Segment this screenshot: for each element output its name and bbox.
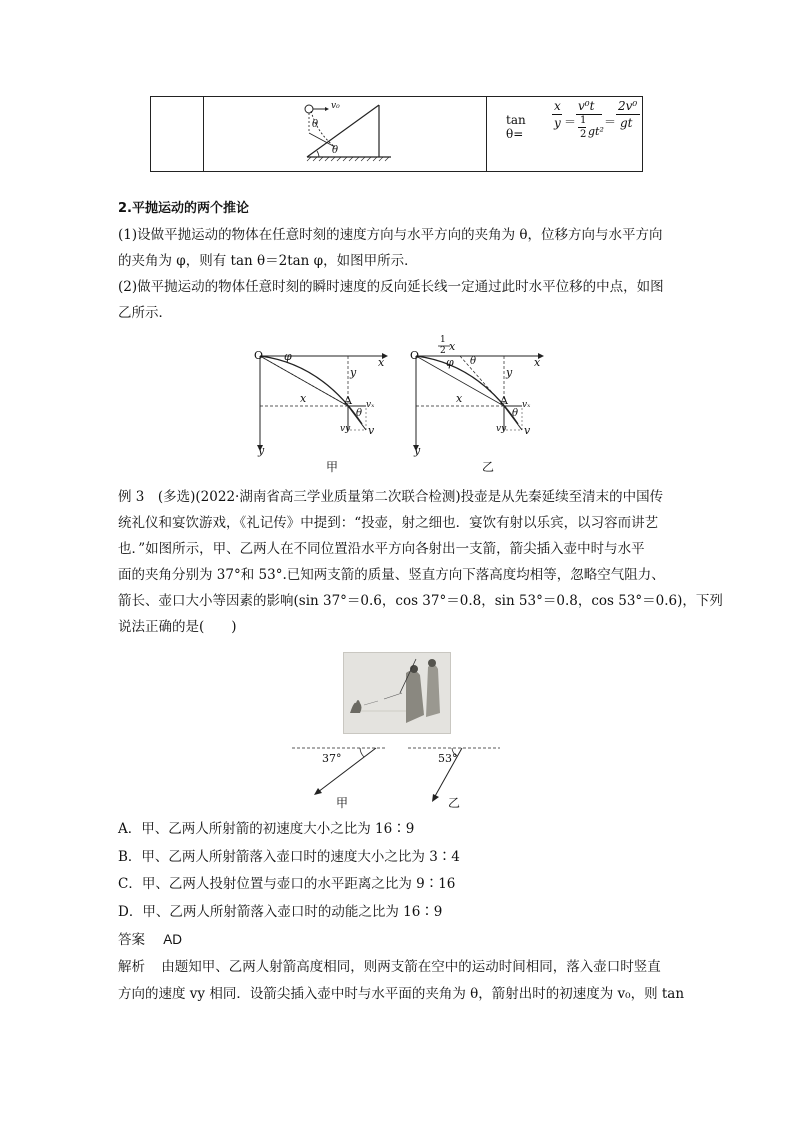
- point-a-label: A: [500, 394, 508, 407]
- example-line: 也．”如图所示，甲、乙两人在不同位置沿水平方向各射出一支箭，箭尖插入壶中时与水平: [118, 541, 645, 557]
- phi-label: φ: [284, 350, 292, 363]
- v0-label: v₀: [331, 101, 340, 111]
- table-divider: [486, 97, 487, 171]
- formula-num: x: [554, 99, 561, 113]
- origin-label: O: [254, 349, 264, 362]
- y-label: y: [506, 366, 513, 379]
- analysis-label: 解析: [118, 959, 145, 975]
- half-num: 1: [440, 335, 446, 345]
- half-den: 2: [440, 346, 446, 356]
- paragraph-line: (2)做平抛运动的物体任意时刻的瞬时速度的反向延长线一定通过此时水平位移的中点，如图: [118, 279, 664, 295]
- angle-37-label: 37°: [322, 752, 342, 765]
- y-axis-label: y: [414, 444, 421, 457]
- vx-label: vₓ: [522, 400, 531, 410]
- figure-caption: 甲: [326, 460, 339, 474]
- vy-label: vy: [340, 424, 351, 434]
- formula-den: y: [554, 116, 561, 130]
- formula-table-row: v₀ θ θ tan θ= x y ＝ v⁰t 1 2 gt² ＝ 2v⁰ gt: [150, 96, 643, 172]
- option-c: C．甲、乙两人投射位置与壶口的水平距离之比为 9∶16: [118, 876, 456, 892]
- theta-label: θ: [512, 408, 519, 419]
- figure-caption: 乙: [482, 460, 495, 474]
- example-line: 说法正确的是( ): [118, 619, 237, 635]
- answer-label: 答案: [118, 932, 145, 948]
- x-axis-label: x: [534, 356, 541, 369]
- vx-label: vₓ: [366, 400, 375, 410]
- x-label: x: [456, 392, 463, 405]
- figure-caption: 乙: [448, 796, 461, 810]
- theta-label: θ: [470, 356, 477, 367]
- table-divider: [203, 97, 204, 171]
- touhu-painting: [343, 652, 451, 734]
- example-line: 统礼仪和宴饮游戏，《礼记传》中提到：“投壶，射之细也．宴饮有射以乐宾，以习容而讲艺: [118, 515, 659, 531]
- projectile-figure: [291, 99, 401, 169]
- theta-label: θ: [312, 119, 319, 130]
- paragraph-line: 的夹角为 φ，则有 tan θ＝2tan φ，如图甲所示．: [118, 253, 418, 269]
- analysis-line: [118, 955, 661, 975]
- section-heading: 2.平抛运动的两个推论: [118, 201, 249, 216]
- figure-caption: 甲: [336, 796, 349, 810]
- formula-den: 2: [580, 129, 587, 140]
- point-a-label: A: [344, 394, 352, 407]
- formula-den: gt²: [588, 125, 604, 138]
- x-axis-label: x: [378, 356, 385, 369]
- v-label: v: [524, 424, 531, 437]
- answer-value: AD: [163, 932, 183, 947]
- formula-den: 1: [580, 115, 587, 126]
- y-label: y: [350, 366, 357, 379]
- paragraph-line: (1)设做平抛运动的物体在任意时刻的速度方向与水平方向的夹角为 θ，位移方向与水平方向: [118, 227, 663, 243]
- example-line: 例 3 (多选)(2022·湖南省高三学业质量第二次联合检测)投壶是从先秦延续至清末的中国传: [118, 489, 664, 505]
- angle-53-label: 53°: [438, 752, 458, 765]
- option-d: D．甲、乙两人所射箭落入壶口时的动能之比为 16∶9: [118, 904, 443, 920]
- theta-label: θ: [356, 408, 363, 419]
- option-b: B．甲、乙两人所射箭落入壶口时的速度大小之比为 3∶4: [118, 849, 460, 865]
- x-label: x: [300, 392, 307, 405]
- vy-label: vy: [496, 424, 507, 434]
- answer-line: [118, 928, 182, 948]
- formula-den: gt: [620, 116, 633, 130]
- analysis-line: 方向的速度 vy 相同．设箭尖插入壶中时与水平面的夹角为 θ，箭射出时的初速度为 v₀，则 tan: [118, 986, 685, 1002]
- y-axis-label: y: [258, 444, 265, 457]
- half-x-label: x: [449, 340, 456, 353]
- option-a: A．甲、乙两人所射箭的初速度大小之比为 16∶9: [118, 821, 415, 837]
- paragraph-line: 乙所示．: [118, 305, 172, 321]
- origin-label: O: [410, 349, 420, 362]
- example-line: 箭长、壶口大小等因素的影响(sin 37°＝0.6，cos 37°＝0.8，sin 53°＝0.8，cos 53°＝0.6)，下列: [118, 593, 723, 609]
- analysis-text: 由题知甲、乙两人射箭高度相同，则两支箭在空中的运动时间相同，落入壶口时竖直: [161, 959, 661, 975]
- formula-num: 2v⁰: [618, 99, 638, 113]
- formula-num: v⁰t: [578, 99, 595, 113]
- example-line: 面的夹角分别为 37°和 53°.已知两支箭的质量、竖直方向下落高度均相等，忽略空气阻力、: [118, 567, 665, 583]
- theta-label: θ: [332, 145, 339, 156]
- formula-lhs: tan θ=: [506, 113, 526, 141]
- phi-label: φ: [446, 356, 454, 369]
- v-label: v: [368, 424, 375, 437]
